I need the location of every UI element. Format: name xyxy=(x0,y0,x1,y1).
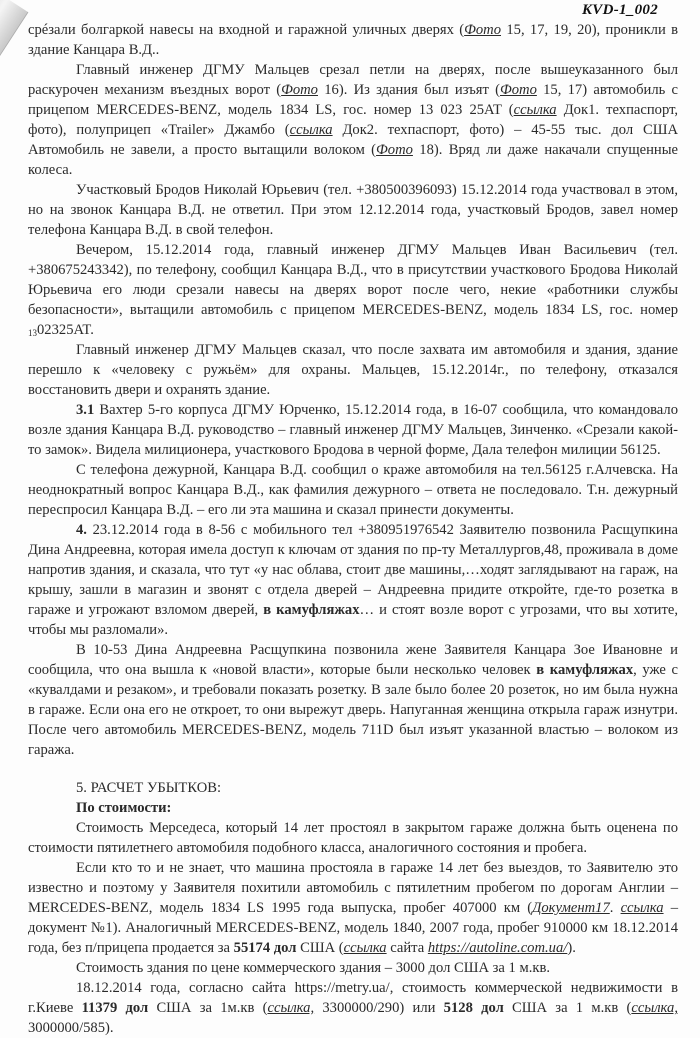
paragraph-4-item: 4. 23.12.2014 года в 8-56 с мобильного тел +380951976542 Заявителю позвонила Расщупкина Дина Андреевна, которая имела доступ к ключам от здания по пр-ту Металлургов,48, проживала в доме напротив здания, и сказала, что тут «у нас облава, стоит две машины,…ходят заглядывают на гараж, на крышу, зашли в магазин и звонят с отдела дверей – Андреевна придите откройте, где-то розетка в гараже и угрожают взломом дверей, в камуфляжах… и стоят возле ворот с угрозами, что вы хотите, чтобы мы разломали». xyxy=(28,522,678,638)
paragraph-4: Вечером, 15.12.2014 года, главный инженер ДГМУ Мальцев Иван Васильевич (тел. +380675243342), по телефону, сообщил Канцара В.Д., что в присутствии участкового Бродова Николай Юрьевича его люди срезали навесы на дверях ворот после чего, некие «работники службы безопасности», вытащили автомобиль с прицепом MERCEDES-BENZ, модель 1834 LS, гос. номер $_{13}$02325AT. xyxy=(28,242,678,338)
document-link[interactable]: Документ17 xyxy=(532,900,610,916)
document-page xyxy=(28,20,678,1038)
photo-link[interactable]: Фото xyxy=(500,82,537,98)
item-number: 3.1 xyxy=(76,402,95,418)
reference-link[interactable]: ссылка xyxy=(513,102,557,118)
section-heading: 5. РАСЧЕТ УБЫТКОВ: xyxy=(76,780,222,796)
reference-link[interactable]: ссылка xyxy=(343,940,387,956)
bold-text: в камуфляжах xyxy=(536,662,634,678)
paragraph-9: В 10-53 Дина Андреевна Расщупкина позвонила жене Заявителя Канцара Зое Ивановне и сообщила, что она вышла к «новой власти», которые были несколько человек в камуфляжах, уже с «кувалдами и резаком», и требовали показать розетку. В зале было более 20 розеток, но им была нужна в гараже. Если она его не откроет, то они вырежут дверь. Напуганная женщина открыла гараж изнутри. После чего автомобиль MERCEDES-BENZ, модель 711D был изъят указанной властью – волоком из гаража. xyxy=(28,642,678,758)
website-link[interactable]: https://autoline.com.ua/ xyxy=(427,940,568,956)
paragraph-5: Главный инженер ДГМУ Мальцев сказал, что после захвата им автомобиля и здания, здание перешло к «человеку с ружьём» для охраны. Мальцев, 15.12.2014г., по телефону, отказался восстановить двери и охранять здание. xyxy=(28,342,678,398)
price-value: 5128 дол xyxy=(443,1000,504,1016)
section-subheading: По стоимости: xyxy=(76,800,172,816)
paragraph-3: Участковый Бродов Николай Юрьевич (тел. +380500396093) 15.12.2014 года участвовал в этом, но на звонок Канцара В.Д. не ответил. При этом 12.12.2014 года, участковый Бродов, завел номер телефона Канцара В.Д. в свой телефон. xyxy=(28,182,678,238)
price-value: 55174 дол xyxy=(233,940,297,956)
photo-link[interactable]: Фото xyxy=(376,142,413,158)
paragraph-13: 18.12.2014 года, согласно сайта https://metry.ua/, стоимость коммерческой недвижимости в г.Киеве 11379 дол США за 1м.кв (ссылка, 3300000/290) или 5128 дол США за 1 м.кв (ссылка, 3000000/585). xyxy=(28,980,678,1036)
paragraph-3-1: 3.1 Вахтер 5-го корпуса ДГМУ Юрченко, 15.12.2014 года, в 16-07 сообщила, что командовало возле здания Канцара В.Д. руководство – главный инженер ДГМУ Мальцев, Зинченко. «Срезали какой-то замок». Видела милиционера, участкового Бродова в черной форме, Дала телефон милиции 56125. xyxy=(28,402,678,458)
paragraph-11: Если кто то и не знает, что машина простояла в гараже 14 лет без выездов, то Заявителю это известно и поэтому у Заявителя похитили автомобиль с пятилетним пробегом по дорогам Англии – MERCEDES-BENZ, модель 1834 LS 1995 года выпуска, пробег 407000 км (Документ17. ссылка – документ №1). Аналогичный MERCEDES-BENZ, модель 1840, 2007 года, пробег 910000 км 18.12.2014 года, без п/прицепа продается за 55174 дол США (ссылка сайта https://autoline.com.ua/). xyxy=(28,860,678,956)
price-value: 11379 дол xyxy=(81,1000,149,1016)
paragraph-10: Стоимость Мерседеса, который 14 лет простоял в закрытом гараже должна быть оценена по стоимости пятилетнего автомобиля подобного класса, аналогичного состояния и пробега. xyxy=(28,820,678,856)
reference-link[interactable]: ссылка, xyxy=(267,1000,315,1016)
reference-link[interactable]: ссылка xyxy=(620,900,664,916)
paragraph-1: срéзали болгаркой навесы на входной и гаражной уличных дверях (Фото 15, 17, 19, 20), проникли в здание Канцара В.Д.. xyxy=(28,22,678,58)
item-number: 4. xyxy=(76,522,87,538)
paragraph-12: Стоимость здания по цене коммерческого здания – 3000 дол США за 1 м.кв. xyxy=(76,960,550,976)
photo-link[interactable]: Фото xyxy=(281,82,318,98)
reference-link[interactable]: ссылка xyxy=(289,122,333,138)
bold-text: в камуфляжах xyxy=(263,602,360,618)
plate-subscript: 13 xyxy=(28,328,37,338)
paragraph-2: Главный инженер ДГМУ Мальцев срезал петли на дверях, после вышеуказанного был раскурочен механизм въездных ворот (Фото 16). Из здания был изъят (Фото 15, 17) автомобиль с прицепом MERCEDES-BENZ, модель 1834 LS, гос. номер 13 023 25AT (ссылка Док1. техпаспорт, фото), полуприцеп «Trailer» Джамбо (ссылка Док2. техпаспорт, фото) – 45-55 тыс. дол США Автомобиль не завели, а просто вытащили волоком (Фото 18). Вряд ли даже накачали спущенные колеса. xyxy=(28,62,679,178)
reference-link[interactable]: ссылка, xyxy=(631,1000,678,1016)
document-id-stamp: KVD-1_002 xyxy=(581,2,658,18)
paragraph-7: С телефона дежурной, Канцара В.Д. сообщил о краже автомобиля на тел.56125 г.Алчевска. На неоднократный вопрос Канцара В.Д., как фамилия дежурного – ответа не последовало. Т.н. дежурный переспросил Канцара В.Д. – его ли эта машина и сказал принести документы. xyxy=(28,462,678,518)
photo-link[interactable]: Фото xyxy=(464,22,501,38)
staple-mark xyxy=(0,0,28,105)
